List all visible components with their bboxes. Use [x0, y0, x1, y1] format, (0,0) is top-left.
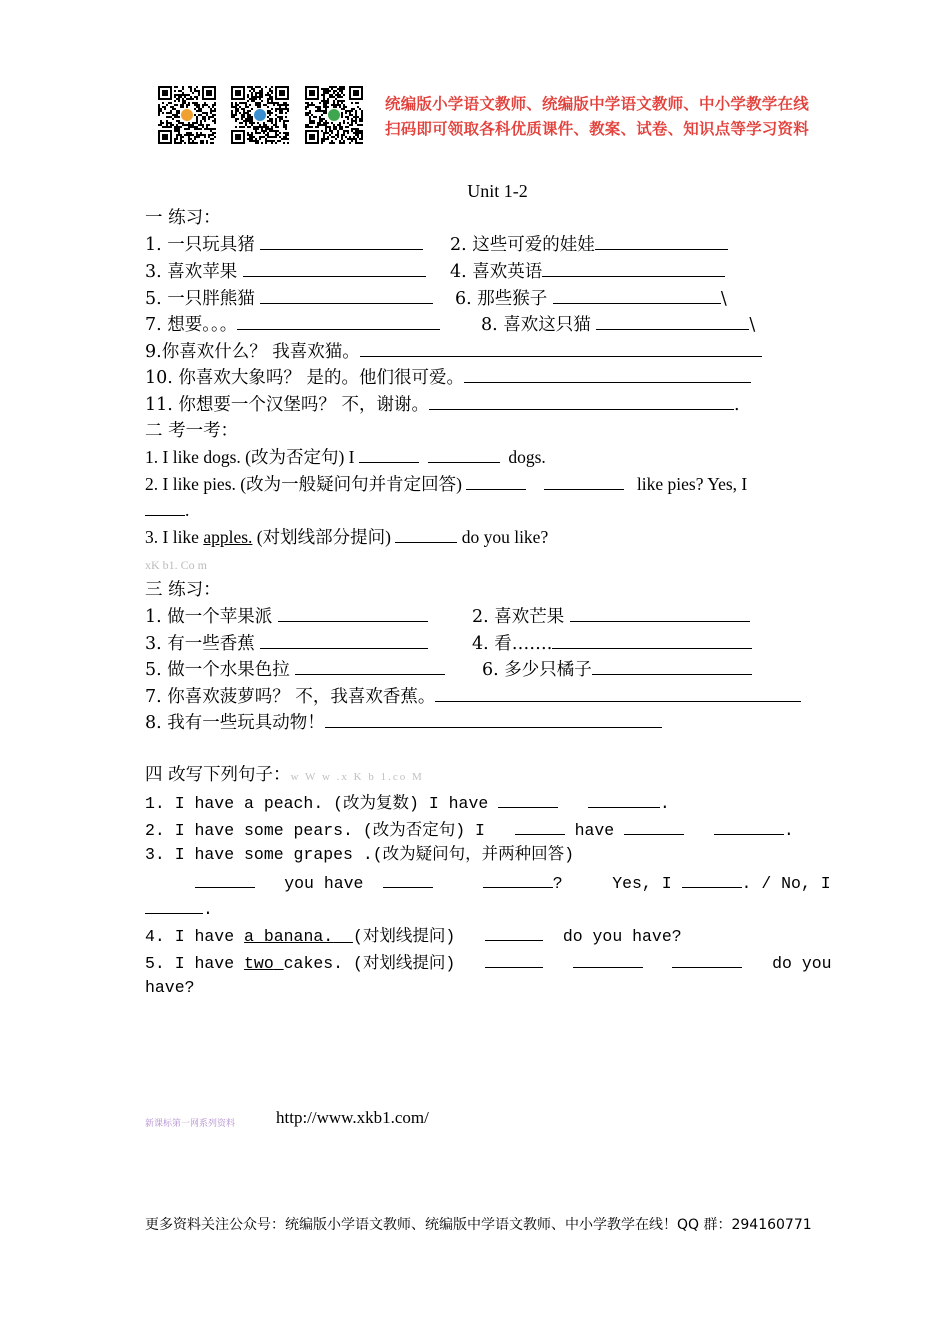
section1-heading: 一 练习： — [145, 208, 221, 228]
s2-item-3: 3. I like apples. (对划线部分提问) do you like? — [145, 527, 549, 547]
s1-item-2: 2. 这些可爱的娃娃 — [450, 232, 728, 257]
s3-item-6: 6. 多少只橘子 — [482, 657, 752, 682]
s2-item-2: 2. I like pies. (改为一般疑问句并肯定回答) like pies? Yes, I — [145, 474, 748, 494]
qr-code-3 — [305, 86, 363, 144]
s4-item-2: 2. I have some pears. (改为否定句) I have . — [145, 817, 794, 843]
s1-item-8: 8. 喜欢这只猫 \ — [481, 312, 755, 337]
s4-watermark: w W w .x K b 1.co M — [290, 771, 424, 783]
s2-item-2-wrap: . — [145, 498, 189, 522]
s1-item-4: 4. 喜欢英语 — [450, 259, 725, 284]
s3-item-5: 5. 做一个水果色拉 — [145, 657, 445, 682]
section3-heading: 三 练习： — [145, 580, 221, 600]
s1-item-9: 9.你喜欢什么？ 我喜欢猫。 — [145, 339, 762, 364]
s1-item-6: 6. 那些猴子 \ — [455, 286, 727, 311]
s4-item-4: 4. I have a banana. (对划线提问) do you have? — [145, 923, 682, 949]
s3-item-7: 7. 你喜欢菠萝吗？ 不，我喜欢香蕉。 — [145, 684, 801, 709]
source-url[interactable]: http://www.xkb1.com/ — [276, 1108, 429, 1127]
s4-item-5: 5. I have two cakes. (对划线提问) do you — [145, 950, 832, 976]
section2-heading: 二 考一考： — [145, 421, 239, 441]
s2-item-1: 1. I like dogs. (改为否定句) I dogs. — [145, 447, 546, 467]
s3-item-2: 2. 喜欢芒果 — [472, 604, 750, 629]
footer-text: 更多资料关注公众号：统编版小学语文教师、统编版中学语文教师、中小学教学在线！QQ 群：294160771 — [145, 1217, 812, 1233]
page-title: Unit 1-2 — [467, 181, 528, 201]
s3-item-3: 3. 有一些香蕉 — [145, 631, 428, 656]
banner-line-1: 统编版小学语文教师、统编版中学语文教师、中小学教学在线 — [385, 95, 809, 113]
qr-code-1 — [158, 86, 216, 144]
s4-item-3-wrap: . — [145, 896, 213, 922]
section4-heading: 四 改写下列句子：w W w .x K b 1.co M — [145, 765, 424, 785]
s1-item-10: 10. 你喜欢大象吗？ 是的。他们很可爱。 — [145, 365, 751, 390]
s1-item-3: 3. 喜欢苹果 — [145, 259, 426, 284]
s4-item-3: 3. I have some grapes .(改为疑问句，并两种回答) — [145, 845, 575, 864]
s1-item-1: 1. 一只玩具猪 — [145, 232, 423, 257]
s2-watermark: xK b1. Co m — [145, 558, 208, 572]
small-note: 新课标第一网系列资料 — [145, 1119, 236, 1129]
qr-code-2 — [231, 86, 289, 144]
s4-item-1: 1. I have a peach. (改为复数) I have . — [145, 790, 670, 816]
s1-item-7: 7. 想要。。。 — [145, 312, 440, 337]
s3-item-4: 4. 看……. — [472, 631, 752, 656]
s1-item-5: 5. 一只胖熊猫 — [145, 286, 433, 311]
s1-item-11: 11. 你想要一个汉堡吗？ 不，谢谢。 . — [145, 392, 740, 417]
s3-item-8: 8. 我有一些玩具动物！ — [145, 710, 662, 735]
s4-item-3-answer: you have ? Yes, I . / No, I — [145, 870, 831, 896]
s3-item-1: 1. 做一个苹果派 — [145, 604, 428, 629]
banner-line-2: 扫码即可领取各科优质课件、教案、试卷、知识点等学习资料 — [385, 120, 809, 138]
s4-item-5-wrap: have? — [145, 978, 195, 997]
